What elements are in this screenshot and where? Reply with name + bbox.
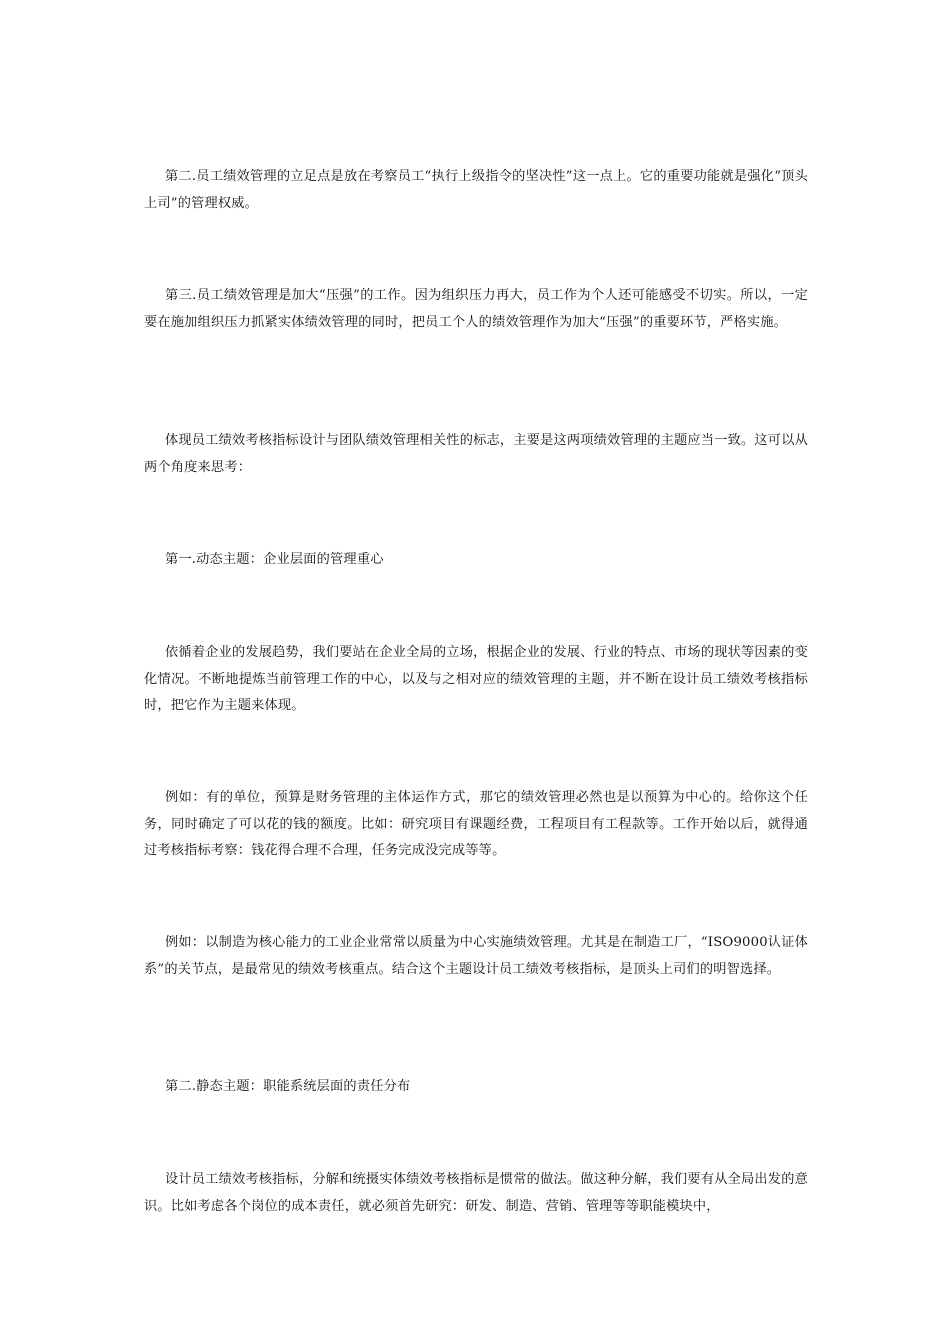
heading-static-theme: 第二.静态主题：职能系统层面的责任分布 [165,1079,411,1094]
paragraph-principle-two: 第二.员工绩效管理的立足点是放在考察员工“执行上级指令的坚决性”这一点上。它的重要功能就是强化“顶头上司”的管理权威。 [144,169,808,211]
paragraph-example-budget: 例如：有的单位，预算是财务管理的主体运作方式，那它的绩效管理必然也是以预算为中心的。给你这个任务，同时确定了可以花的钱的额度。比如：研究项目有课题经费，工程项目有工程款等。工作开始以后，就得通过考核指标考察：钱花得合理不合理，任务完成没完成等等。 [144,790,808,858]
paragraph-dynamic-theme-body: 依循着企业的发展趋势，我们要站在企业全局的立场，根据企业的发展、行业的特点、市场的现状等因素的变化情况。不断地提炼当前管理工作的中心，以及与之相对应的绩效管理的主题，并不断在设计员工绩效考核指标时，把它作为主题来体现。 [144,645,808,713]
paragraph-principle-three: 第三.员工绩效管理是加大“压强”的工作。因为组织压力再大，员工作为个人还可能感受不切实。所以，一定要在施加组织压力抓紧实体绩效管理的同时，把员工个人的绩效管理作为加大“压强”的重要环节，严格实施。 [144,288,808,330]
paragraph-correlation-intro: 体现员工绩效考核指标设计与团队绩效管理相关性的标志，主要是这两项绩效管理的主题应当一致。这可以从两个角度来思考： [144,433,808,475]
paragraph-static-theme-body: 设计员工绩效考核指标，分解和统摄实体绩效考核指标是惯常的做法。做这种分解，我们要有从全局出发的意识。比如考虑各个岗位的成本责任，就必须首先研究：研发、制造、营销、管理等等职能模块中， [144,1172,808,1214]
heading-dynamic-theme: 第一.动态主题：企业层面的管理重心 [165,552,384,567]
paragraph-example-quality: 例如：以制造为核心能力的工业企业常常以质量为中心实施绩效管理。尤其是在制造工厂，“ISO9000认证体系”的关节点，是最常见的绩效考核重点。结合这个主题设计员工绩效考核指标，是顶头上司们的明智选择。 [144,935,808,977]
